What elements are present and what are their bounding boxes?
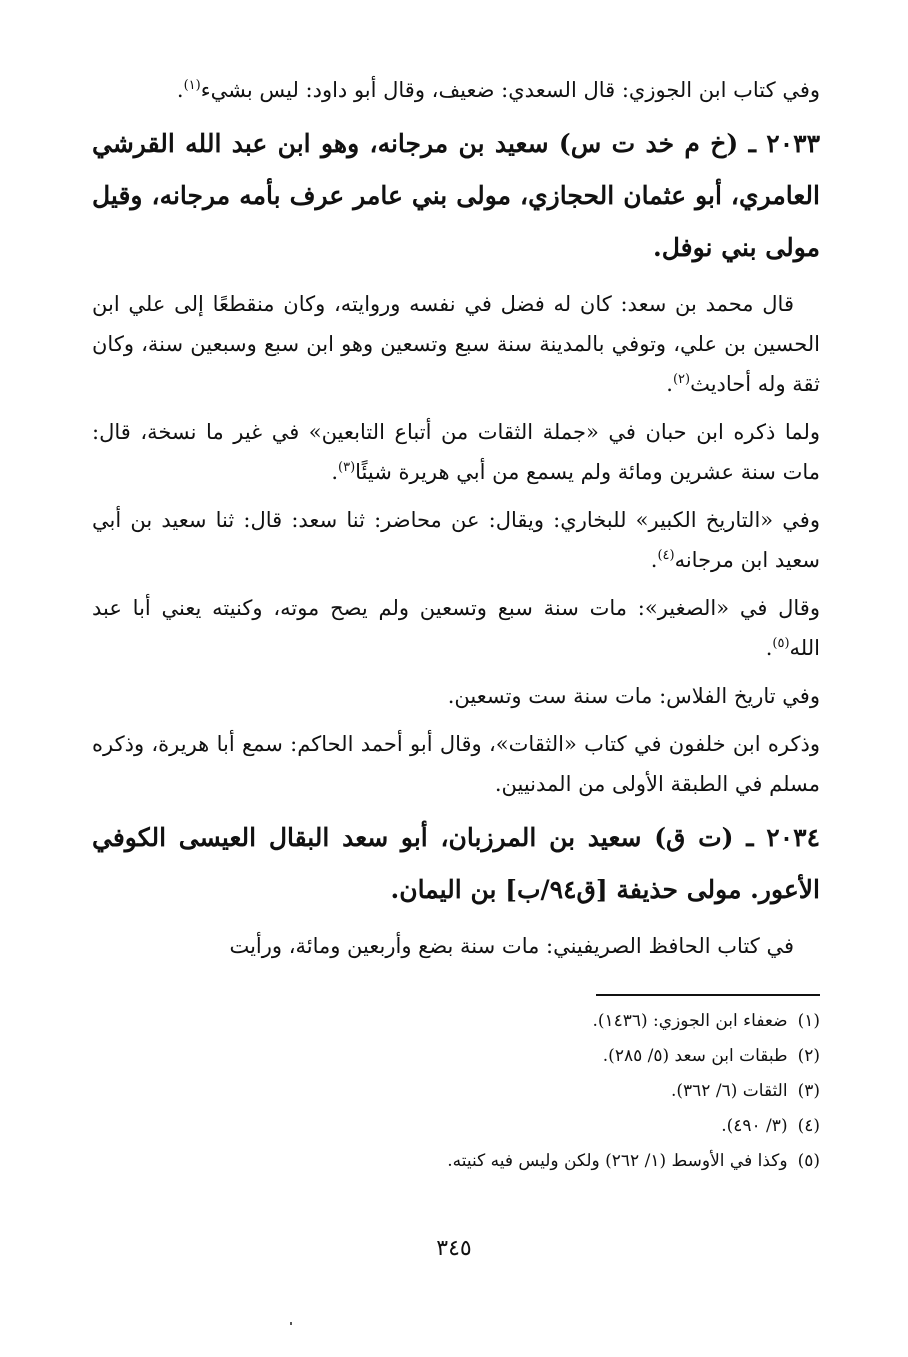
paragraph-sarifini: في كتاب الحافظ الصريفيني: مات سنة بضع وأربعين ومائة، ورأيت xyxy=(229,934,794,958)
footnote-ref-5[interactable]: (٥) xyxy=(772,636,790,651)
scan-speck xyxy=(290,1322,292,1325)
footnote-ref-3[interactable]: (٣) xyxy=(338,460,356,475)
footnotes-list xyxy=(92,1004,820,1179)
footnote-4: (٤)(٣/ ٤٩٠). xyxy=(721,1116,820,1136)
paragraph-ibn-saad: قال محمد بن سعد: كان له فضل في نفسه وروايته، وكان منقطعًا إلى علي ابن الحسين بن علي، وتوفي بالمدينة سنة سبع وتسعين وهو ابن سبع وسبعين سنة، وكان ثقة وله أحاديث$^{(٢)}$. xyxy=(92,292,820,396)
paragraph-saghir: وقال في «الصغير»: مات سنة سبع وتسعين ولم يصح موته، وكنيته يعني أبا عبد الله$^{(٥)}$. xyxy=(92,596,820,660)
footnote-5: (٥)وكذا في الأوسط (١/ ٢٦٢) ولكن وليس فيه كنيته. xyxy=(447,1151,820,1171)
footnote-3: (٣)الثقات (٦/ ٣٦٢). xyxy=(670,1081,820,1101)
entry-heading-2034: ٢٠٣٤ ـ (ت ق) سعيد بن المرزبان، أبو سعد البقال العيسى الكوفي الأعور. مولى حذيفة [ق٩٤/ب] بن اليمان. xyxy=(92,823,820,904)
paragraph-ibn-hibban: ولما ذكره ابن حبان في «جملة الثقات من أتباع التابعين» في غير ما نسخة، قال: مات سنة عشرين ومائة ولم يسمع من أبي هريرة شيئًا$^{(٣)}$. xyxy=(92,420,820,484)
footnote-2: (٢)طبقات ابن سعد (٥/ ٢٨٥). xyxy=(602,1046,820,1066)
paragraph-ibn-khalfun: وذكره ابن خلفون في كتاب «الثقات»، وقال أبو أحمد الحاكم: سمع أبا هريرة، وذكره مسلم في الطبقة الأولى من المدنيين. xyxy=(92,732,820,796)
paragraph-ibn-aljawzi: وفي كتاب ابن الجوزي: قال السعدي: ضعيف، وقال أبو داود: ليس بشيء$^{(١)}$. xyxy=(176,78,820,102)
footnote-ref-4[interactable]: (٤) xyxy=(657,548,675,563)
page-number: ٣٤٥ xyxy=(436,1236,472,1261)
footnote-ref-2[interactable]: (٢) xyxy=(672,372,691,387)
entry-heading-2033: ٢٠٣٣ ـ (خ م خد ت س) سعيد بن مرجانه، وهو ابن عبد الله القرشي العامري، أبو عثمان الحجازي، مولى بني عامر عرف بأمه مرجانه، وقيل مولى بني نوفل. xyxy=(92,129,820,262)
paragraph-tarikh-kabir: وفي «التاريخ الكبير» للبخاري: ويقال: عن محاضر: ثنا سعد: قال: ثنا سعيد بن أبي سعيد ابن مرجانه$^{(٤)}$. xyxy=(92,508,820,572)
page-body xyxy=(92,70,820,974)
footnote-ref-1[interactable]: (١) xyxy=(183,78,201,93)
footnote-divider xyxy=(596,994,820,996)
footnote-1: (١)ضعفاء ابن الجوزي: (١٤٣٦). xyxy=(592,1011,820,1031)
paragraph-fallas: وفي تاريخ الفلاس: مات سنة ست وتسعين. xyxy=(447,684,820,708)
